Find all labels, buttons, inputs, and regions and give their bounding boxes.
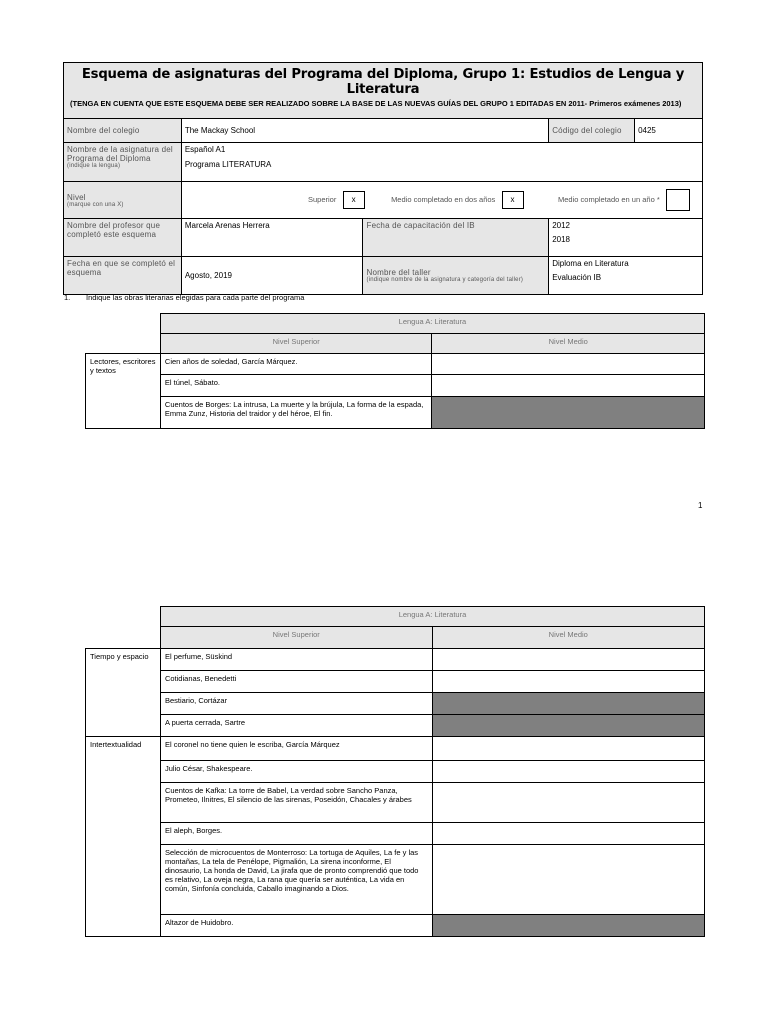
taller-value1: Diploma en Literatura	[552, 259, 629, 268]
codigo-label: Código del colegio	[549, 119, 635, 143]
category-lectores: Lectores, escritores y textos	[86, 354, 161, 429]
table-row: Cuentos de Borges: La intrusa, La muerte y la brújula, La forma de la espada, Emma Zunz, Historia del traidor y del héroe, El fin.	[160, 397, 432, 429]
page-subtitle: (TENGA EN CUENTA QUE ESTE ESQUEMA DEBE SER REALIZADO SOBRE LA BASE DE LAS NUEVAS GUÍAS DEL GRUPO 1 EDITADAS EN 2011- Primeros exámenes 2013)	[70, 99, 682, 108]
medio-dos-checkbox[interactable]: x	[502, 191, 524, 209]
taller-label-cell	[363, 257, 549, 295]
table-cell-medio	[432, 737, 705, 761]
taller-hint: (indique nombre de la asignatura y categoría del taller)	[366, 277, 524, 283]
capacitacion-value2: 2018	[552, 235, 570, 244]
capacitacion-label: Fecha de capacitación del IB	[363, 219, 549, 257]
literature-table-2	[85, 606, 705, 937]
table-row: El perfume, Süskind	[160, 649, 432, 671]
instruction-number: 1.	[64, 293, 71, 302]
lengua-header: Lengua A: Literatura	[160, 607, 704, 627]
taller-value2: Evaluación IB	[552, 273, 602, 282]
colegio-value: The Mackay School	[181, 119, 548, 143]
medio-header: Nivel Medio	[432, 627, 705, 649]
medio-dos-label: Medio completado en dos años	[391, 195, 496, 205]
asignatura-line1: Español A1	[184, 145, 226, 154]
category-tiempo-espacio: Tiempo y espacio	[86, 649, 161, 737]
table-cell-medio	[432, 671, 705, 693]
asignatura-label-cell	[64, 143, 182, 182]
table-row: Cotidianas, Benedetti	[160, 671, 432, 693]
category-intertextualidad: Intertextualidad	[86, 737, 161, 937]
superior-header: Nivel Superior	[160, 627, 432, 649]
fecha-label: Fecha en que se completó el esquema	[64, 257, 182, 295]
table-cell-medio	[432, 354, 705, 375]
nivel-label: Nivel	[67, 192, 86, 202]
asignatura-hint: (indique la lengua)	[67, 163, 121, 169]
title-cell	[64, 63, 703, 119]
table-cell-medio	[432, 823, 705, 845]
taller-label: Nombre del taller	[366, 268, 431, 277]
table-row: El aleph, Borges.	[160, 823, 432, 845]
table-cell-medio	[432, 375, 705, 397]
codigo-value: 0425	[635, 119, 703, 143]
profesor-label: Nombre del profesor que completó este esquema	[64, 219, 182, 257]
table-cell-medio-shaded	[432, 715, 705, 737]
table-cell-medio	[432, 845, 705, 915]
superior-checkbox[interactable]: x	[343, 191, 365, 209]
table-row: Altazor de Huidobro.	[160, 915, 432, 937]
taller-value-cell	[549, 257, 703, 295]
table-cell-medio	[432, 761, 705, 783]
instruction	[64, 293, 304, 302]
asignatura-label: Nombre de la asignatura del Programa del Diploma	[67, 145, 173, 163]
table-row: El coronel no tiene quien le escriba, García Márquez	[160, 737, 432, 761]
page-title: Esquema de asignaturas del Programa del Diploma, Grupo 1: Estudios de Lengua y Literatura	[81, 67, 685, 97]
fecha-value: Agosto, 2019	[181, 257, 363, 295]
superior-header: Nivel Superior	[160, 334, 432, 354]
page-number: 1	[698, 501, 703, 510]
table-cell-medio-shaded	[432, 915, 705, 937]
superior-label: Superior	[308, 195, 337, 205]
capacitacion-value1: 2012	[552, 221, 570, 230]
table-row: Cien años de soledad, García Márquez.	[160, 354, 432, 375]
table-row: El túnel, Sábato.	[160, 375, 432, 397]
table-row: Julio César, Shakespeare.	[160, 761, 432, 783]
table-cell-medio-shaded	[432, 397, 705, 429]
table-cell-medio	[432, 649, 705, 671]
colegio-label: Nombre del colegio	[64, 119, 182, 143]
profesor-value: Marcela Arenas Herrera	[181, 219, 363, 257]
asignatura-line2: Programa LITERATURA	[184, 160, 272, 169]
medio-uno-checkbox[interactable]	[666, 189, 690, 211]
header-table	[63, 62, 703, 295]
nivel-hint: (marque con una X)	[67, 201, 124, 208]
medio-header: Nivel Medio	[432, 334, 705, 354]
literature-table-1	[85, 313, 705, 429]
asignatura-value-cell	[181, 143, 702, 182]
table-row: Bestiario, Cortázar	[160, 693, 432, 715]
instruction-text: Indique las obras literarias elegidas para cada parte del programa	[86, 293, 305, 302]
table-row: Selección de microcuentos de Monterroso: La tortuga de Aquiles, La fe y las montañas, La tela de Penélope, Pigmalión, La sirena inconforme, El dinosaurio, La honda de David, La jirafa que de pronto comprendió que todo es relativo, La oveja negra, La rana que quería ser auténtica, La vida en común, Sinfonía concluida, Caballo imaginando a Dios.	[160, 845, 432, 915]
nivel-label-cell	[64, 182, 182, 219]
table-cell-medio	[432, 783, 705, 823]
table-row: Cuentos de Kafka: La torre de Babel, La verdad sobre Sancho Panza, Prometeo, Ilnitres, El silencio de las sirenas, Poseidón, Chacales y árabes	[160, 783, 432, 823]
table-row: A puerta cerrada, Sartre	[160, 715, 432, 737]
capacitacion-value-cell	[549, 219, 703, 257]
lengua-header: Lengua A: Literatura	[160, 314, 704, 334]
nivel-options	[181, 182, 702, 219]
table-cell-medio-shaded	[432, 693, 705, 715]
medio-uno-label: Medio completado en un año *	[558, 195, 660, 205]
